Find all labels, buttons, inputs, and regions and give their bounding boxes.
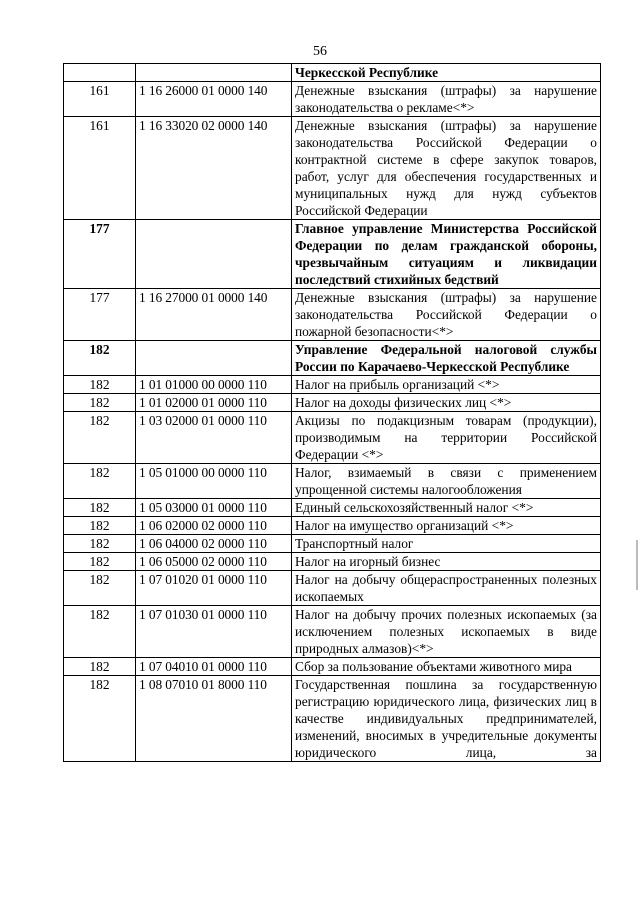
income-name-cell: Налог на имущество организаций <*> <box>292 517 601 535</box>
table-row <box>64 658 601 676</box>
admin-code-cell: 161 <box>64 82 136 117</box>
admin-code-cell: 182 <box>64 412 136 464</box>
budget-code-cell <box>136 220 292 289</box>
income-name-cell: Налог на добычу общераспространенных полезных ископаемых <box>292 571 601 606</box>
table-row <box>64 376 601 394</box>
income-name-cell: Транспортный налог <box>292 535 601 553</box>
table-row <box>64 676 601 762</box>
admin-code-cell: 177 <box>64 220 136 289</box>
income-name-cell: Налог на доходы физических лиц <*> <box>292 394 601 412</box>
income-name-cell: Налог на игорный бизнес <box>292 553 601 571</box>
table-row <box>64 499 601 517</box>
income-name-cell: Сбор за пользование объектами животного мира <box>292 658 601 676</box>
income-name-cell: Налог на прибыль организаций <*> <box>292 376 601 394</box>
budget-code-cell: 1 06 05000 02 0000 110 <box>136 553 292 571</box>
table-row <box>64 394 601 412</box>
admin-code-cell: 182 <box>64 499 136 517</box>
budget-codes-table <box>63 63 601 762</box>
income-name-cell: Налог, взимаемый в связи с применением упрощенной системы налогообложения <box>292 464 601 499</box>
income-name-cell: Денежные взыскания (штрафы) за нарушение законодательства о рекламе<*> <box>292 82 601 117</box>
budget-code-cell: 1 05 01000 00 0000 110 <box>136 464 292 499</box>
page-number: 56 <box>313 44 327 59</box>
income-name-cell: Акцизы по подакцизным товарам (продукции), производимым на территории Российской Федерации <*> <box>292 412 601 464</box>
admin-code-cell: 177 <box>64 289 136 341</box>
budget-code-cell <box>136 64 292 82</box>
admin-code-cell <box>64 64 136 82</box>
income-name-cell: Налог на добычу прочих полезных ископаемых (за исключением полезных ископаемых в виде природных алмазов)<*> <box>292 606 601 658</box>
admin-code-cell: 182 <box>64 571 136 606</box>
budget-code-cell: 1 06 02000 02 0000 110 <box>136 517 292 535</box>
table-row <box>64 606 601 658</box>
admin-code-cell: 182 <box>64 535 136 553</box>
budget-code-cell: 1 07 01020 01 0000 110 <box>136 571 292 606</box>
table-row <box>64 517 601 535</box>
table-row <box>64 341 601 376</box>
admin-code-cell: 182 <box>64 394 136 412</box>
income-name-cell: Управление Федеральной налоговой службы России по Карачаево-Черкесской Республике <box>292 341 601 376</box>
admin-code-cell: 182 <box>64 658 136 676</box>
admin-code-cell: 182 <box>64 517 136 535</box>
budget-code-cell: 1 16 27000 01 0000 140 <box>136 289 292 341</box>
table-row <box>64 571 601 606</box>
budget-code-cell: 1 07 04010 01 0000 110 <box>136 658 292 676</box>
income-name-cell: Денежные взыскания (штрафы) за нарушение законодательства Российской Федерации о контрактной системе в сфере закупок товаров, работ, услуг для обеспечения государственных и муниципальных нужд для нужд субъектов Российской Федерации <box>292 117 601 220</box>
admin-code-cell: 182 <box>64 606 136 658</box>
budget-code-cell: 1 01 01000 00 0000 110 <box>136 376 292 394</box>
table-row <box>64 117 601 220</box>
table-row <box>64 535 601 553</box>
table-row <box>64 289 601 341</box>
table-row <box>64 464 601 499</box>
income-name-cell: Денежные взыскания (штрафы) за нарушение законодательства Российской Федерации о пожарной безопасности<*> <box>292 289 601 341</box>
budget-code-cell: 1 16 33020 02 0000 140 <box>136 117 292 220</box>
income-name-cell: Государственная пошлина за государственную регистрацию юридического лица, физических лиц в качестве индивидуальных предпринимателей, изменений, вносимых в учредительные документы юридического лица, за <box>292 676 601 762</box>
budget-code-cell: 1 07 01030 01 0000 110 <box>136 606 292 658</box>
table-row <box>64 82 601 117</box>
scan-artifact <box>636 540 638 590</box>
admin-code-cell: 182 <box>64 376 136 394</box>
table-row <box>64 412 601 464</box>
table-row <box>64 220 601 289</box>
budget-code-cell: 1 05 03000 01 0000 110 <box>136 499 292 517</box>
admin-code-cell: 182 <box>64 676 136 762</box>
budget-code-cell: 1 01 02000 01 0000 110 <box>136 394 292 412</box>
table-row <box>64 64 601 82</box>
admin-code-cell: 161 <box>64 117 136 220</box>
budget-code-cell: 1 16 26000 01 0000 140 <box>136 82 292 117</box>
income-name-cell: Единый сельскохозяйственный налог <*> <box>292 499 601 517</box>
admin-code-cell: 182 <box>64 464 136 499</box>
admin-code-cell: 182 <box>64 553 136 571</box>
income-name-cell: Черкесской Республике <box>292 64 601 82</box>
budget-code-cell: 1 06 04000 02 0000 110 <box>136 535 292 553</box>
table-row <box>64 553 601 571</box>
income-name-cell: Главное управление Министерства Российской Федерации по делам гражданской обороны, чрезвычайным ситуациям и ликвидации последствий стихийных бедствий <box>292 220 601 289</box>
budget-code-cell: 1 08 07010 01 8000 110 <box>136 676 292 762</box>
budget-code-cell <box>136 341 292 376</box>
admin-code-cell: 182 <box>64 341 136 376</box>
budget-code-cell: 1 03 02000 01 0000 110 <box>136 412 292 464</box>
